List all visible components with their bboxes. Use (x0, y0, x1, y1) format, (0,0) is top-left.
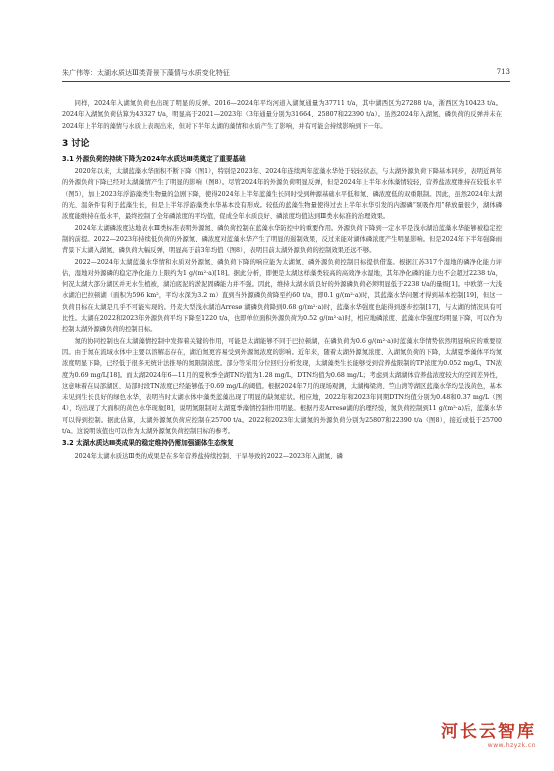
subsection-heading: 3.1 外源负荷的持续下降为2024年水质达Ⅲ类奠定了重要基础 (62, 154, 246, 163)
paragraph: 2024年太湖磷浓度达地表水Ⅲ类标准表明外源氮、磷负荷控制在蓝藻水华防控中的重要作用。外源负荷下降到一定水平是浅水湖泊蓝藻水华能够被稳定控制的前提。2022—2023年持续低负荷的外源氮、磷浓度对蓝藻水华产生了明显的遏制效果，反过来能对湖体磷浓度产生明显影响。但是2024年下半年强降雨背景下太湖入湖氮、磷负荷大幅反弹，明显高于前3年均值（图8），表明目前太湖外源负荷的控制效果还远不够。 (62, 224, 502, 255)
page-number: 713 (496, 68, 510, 76)
header-authors-title: 朱广伟等：太湖水质达Ⅲ类背景下藻情与水质变化特征 (62, 69, 230, 77)
subsection-heading: 3.2 太湖水质达Ⅲ类成果的稳定维持仍需加强湖体生态恢复 (62, 439, 234, 448)
watermark-logo (441, 717, 536, 749)
paragraph: 氮的协同控制也在太湖藻情控制中发挥着关键的作用，可能是太湖能够不同于巴拉顿湖，在磷负荷为0.6 g/(m²·a)时蓝藻水华情势依然明显响应的重要原因。由于氮在流域水体中主要以溶解态存在，湖泊氮更容易受到外源氮浓度的影响。近年来，随着太湖外源氮浓度、入湖氮负荷的下降，太湖夏季藻体平均氮浓度明显下降，已经低于很多无统计法推导的氮限制浓度。部分等采用分位回归分析发现，太湖藻类生长能够受到营养盐限制的TP浓度为0.052 mg/L，TN浓度为0.69 mg/L[18]。而太湖2024年6—11月的夏秋季全湖TN均值为1.28 mg/L，DTN均值为0.68 mg/L；考虑到太湖湖体营养盐浓度较大的空间差异性，这意味着在局部湖区、局部时段TN浓度已经能够低于0.69 mg/L的阈值。根据2024年7月的现场观测，太湖梅梁湾、竺山湾等湖区蓝藻水华均呈浅黄色，基本未见到生长良好的绿色水华，表明当时太湖水体中藻类蓝藻出现了明显的缺氮症状。相应地，2022年和2023年同期DTN均值分别为0.48和0.37 mg/L（图4），均出现了大面积的黄色水华现象[8]，说明氮限制对太湖夏季藻情控制作用明显。根据丹麦Arresø湖的治理经验，氮负荷控制到11 g/(m²·a)后，蓝藻水华可以得到控制。据此估算，太湖外源氮负荷应控制在25700 t/a。2022和2023年太湖氮的外源负荷分别为25807和22390 t/a（图8），接近或低于25700 t/a。这说明该值也可以作为太湖外源氮负荷控制目标的参考。 (62, 337, 502, 436)
paragraph: 同样，2024年入湖氮负荷也出现了明显的反弹。2016—2024年平均河道入湖氮通量为37711 t/a，其中湖西区为27288 t/a，浙西区为10423 t/a。2024年入湖氮负荷估算为43327 t/a，明显高于2021—2023年（3年通量分别为31664、25807和22390 t/a）。虽然2024年入湖氮、磷负荷的反弹并未在2024年上半年的藻情与水质上表现出来，但对下半年太湖的藻情和水质产生了影响，并有可能会持续影响到下一年。 (62, 100, 502, 130)
section-heading: 3 讨论 (62, 138, 90, 149)
running-header (62, 68, 510, 82)
paragraph: 2022—2024年太湖蓝藻水华情和水质对外源氮、磷负荷下降的响应能为太湖氮、磷外源负荷控制目标提供借鉴。根据江苏317个湿地的磷净化能力评估，湿地对外源磷的稳定净化能力上限约为1 g/(m²·a)[18]。据此分析，即便是太湖这样藻类较高的高效净水湿地，其年净化磷的能力也不会超过2238 t/a，何况太湖大部分湖区并无水生植被，湖泊底泥的淤泥固磷能力并不强。因此，维持太湖水质良好的外源磷负荷必须明显低于2238 t/a的量级[1]。中欧第一大浅水湖泊巴拉顿湖（面积为596 km²，平均水深为3.2 m）直到当外源磷负荷降至约60 t/a，即0.1 g/(m²·a)时，其蓝藻水华问题才得到基本控制[19]，但这一负荷目标在太湖是几乎不可能实现的。丹麦大型浅水湖泊Arresø 湖磷负荷降到0.68 g/(m²·a)时，蓝藻水华强度也能得到逐步控制[17]，与太湖的情况具有可比性。太湖在2022和2023年外源负荷平均下降至1220 t/a，也即单位面积外源负荷为0.52 g/(m²·a)时，相应地磷浓度、蓝藻水华强度均明显下降，可以作为控制太湖外源磷负荷的控制目标。 (62, 258, 502, 334)
paragraph: 2024年太湖水质达Ⅲ类的成果是在多年营养盐持续控制、干旱导致的2022—2023年入湖氮、磷 (74, 452, 343, 460)
article-body (62, 98, 502, 462)
watermark-url: www.hzyzk.cn (487, 742, 536, 749)
paragraph: 2020年以来，太湖蓝藻水华面积不断下降（图1），特别是2023年、2024年连续两年蓝藻水华处于较轻状态，与太湖外源负荷下降基本同步，表明近两年的外源负荷下降已经对太湖藻情产生了明显的影响（图8）。尽管2024年的外源负荷明显反弹，但是2024年上半年水体藻情较轻，营养盐浓度维持在较低水平（图5），加上2023年浮游藻类生物量的急剧下降，使得2024年上半年蓝藻生长同时受到种源基础水平低和氮、磷浓度低的双重限制。因此，虽然2024年太湖的光、温条件有利于蓝藻生长，但是上半年浮游藻类水华基本没有形成。较低的蓝藻生物量使得过去上半年水华引发的内源磷“泵吸作用”释放量很少，湖体磷浓度能维持在低水平，最终控制了全年磷浓度的平均值，促成全年水质良好、磷浓度均值达到Ⅲ类水标准的治理效果。 (62, 168, 502, 221)
watermark-title: 河长云智库 (441, 722, 536, 742)
